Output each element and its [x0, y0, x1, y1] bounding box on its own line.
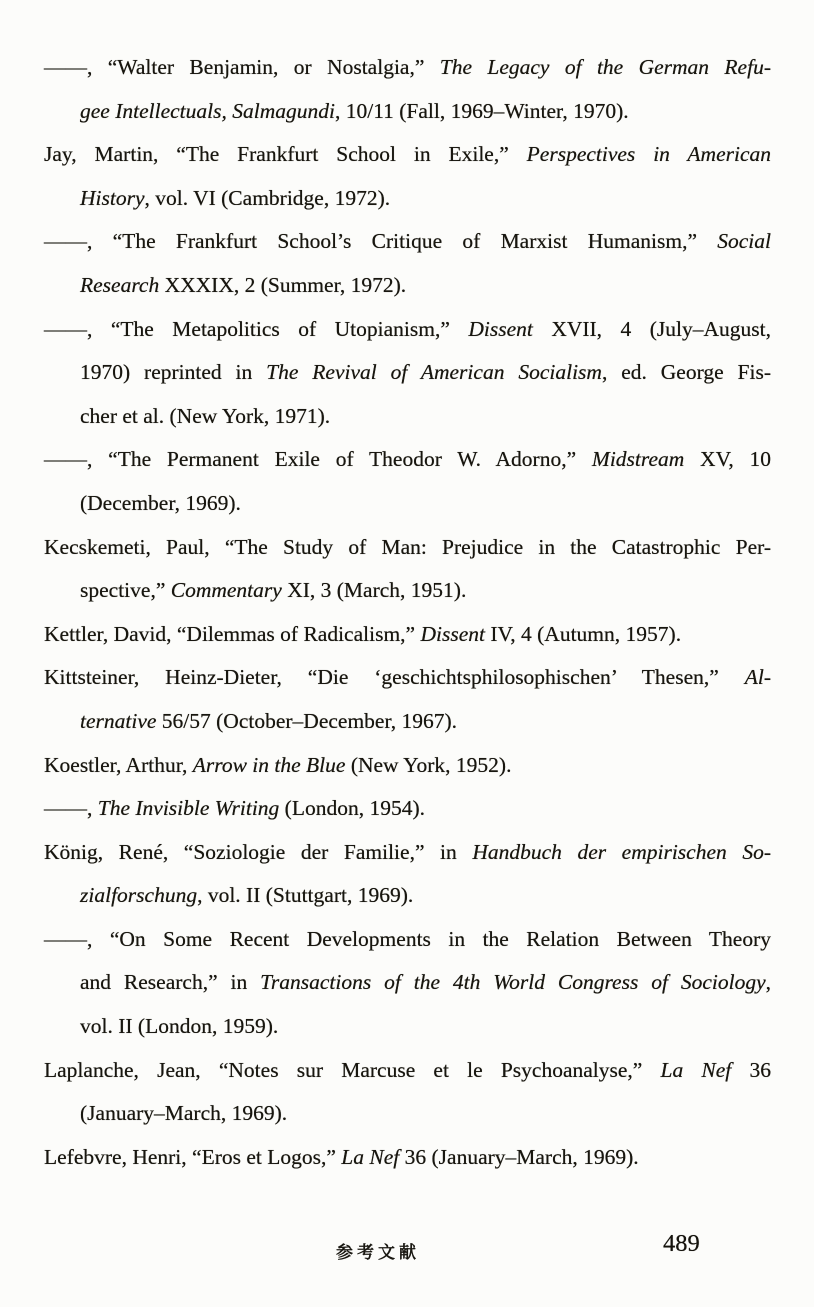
entry-text: XXXIX, 2 (Summer, 1972). — [159, 272, 407, 297]
work-title-italic: ternative — [80, 708, 157, 733]
work-title-italic: Handbuch der empirischen So- — [472, 839, 771, 864]
bibliography-entry — [44, 1049, 771, 1136]
entry-text: 1970) reprinted in — [80, 360, 267, 385]
bibliography-list — [44, 46, 771, 1179]
entry-line — [44, 133, 771, 177]
entry-line — [44, 1136, 771, 1180]
bibliography-entry — [44, 656, 771, 743]
bibliography-entry — [44, 787, 771, 831]
work-title-italic: Research — [80, 272, 160, 297]
entry-text: XVII, 4 (July–August, — [532, 316, 771, 341]
entry-line — [44, 918, 771, 962]
entry-text: , vol. II (Stuttgart, 1969). — [197, 883, 414, 908]
work-title-italic: Midstream — [591, 447, 685, 472]
entry-text: ——, “The Metapolitics of Utopianism,” — [44, 316, 469, 341]
entry-line — [80, 395, 771, 439]
entry-text: XI, 3 (March, 1951). — [281, 578, 467, 603]
work-title-italic: The Legacy of the German Refu- — [439, 55, 771, 79]
entry-line — [44, 46, 771, 90]
entry-text: and Research,” in — [80, 970, 261, 995]
work-title-italic: The Revival of American Socialism — [266, 360, 602, 385]
entry-text: Laplanche, Jean, “Notes sur Marcuse et le Psychoanalyse,” — [44, 1057, 661, 1082]
entry-text: , — [765, 970, 771, 995]
entry-text: (December, 1969). — [80, 490, 241, 515]
entry-text: , vol. VI (Cambridge, 1972). — [144, 185, 391, 210]
entry-line — [80, 351, 771, 395]
entry-text: 56/57 (October–December, 1967). — [156, 708, 458, 733]
bibliography-entry — [44, 613, 771, 657]
bibliography-entry — [44, 438, 771, 525]
entry-text: (New York, 1952). — [345, 752, 512, 777]
entry-text: ——, “Walter Benjamin, or Nostalgia,” — [44, 55, 440, 79]
entry-line — [44, 787, 771, 831]
entry-text: Lefebvre, Henri, “Eros et Logos,” — [44, 1144, 342, 1169]
work-title-italic: Social — [717, 229, 771, 254]
work-title-italic: History — [80, 185, 145, 210]
bibliography-entry — [44, 918, 771, 1049]
work-title-italic: Perspectives in American — [526, 142, 771, 167]
entry-line — [44, 1049, 771, 1093]
entry-line — [80, 177, 771, 221]
entry-text: ——, “The Frankfurt School’s Critique of Marxist Humanism,” — [44, 229, 718, 254]
entry-line — [80, 1092, 771, 1136]
entry-line — [80, 961, 771, 1005]
entry-text: cher et al. (New York, 1971). — [80, 403, 331, 428]
entry-line — [44, 613, 771, 657]
bibliography-entry — [44, 220, 771, 307]
entry-line — [44, 438, 771, 482]
entry-text: (London, 1954). — [279, 796, 425, 821]
bibliography-entry — [44, 308, 771, 439]
entry-line — [80, 1005, 771, 1049]
entry-text: ——, “On Some Recent Developments in the Relation Between Theory — [44, 926, 771, 951]
entry-line — [44, 308, 771, 352]
entry-text: Kittsteiner, Heinz-Dieter, “Die ‘geschichtsphilosophischen’ Thesen,” — [44, 665, 745, 690]
entry-text: ——, — [44, 796, 98, 821]
entry-line — [80, 90, 771, 134]
work-title-italic: Dissent — [420, 621, 485, 646]
entry-text: Koestler, Arthur, — [44, 752, 193, 777]
entry-text: (January–March, 1969). — [80, 1101, 288, 1126]
entry-text: 36 (January–March, 1969). — [399, 1144, 639, 1169]
work-title-italic: Al- — [744, 665, 771, 690]
entry-text: 36 — [731, 1057, 771, 1082]
entry-line — [44, 744, 771, 788]
bibliography-entry — [44, 744, 771, 788]
entry-line — [80, 874, 771, 918]
entry-line — [80, 482, 771, 526]
entry-text: König, René, “Soziologie der Familie,” in — [44, 839, 473, 864]
entry-text: , ed. George Fis- — [601, 360, 771, 385]
entry-line — [44, 656, 771, 700]
work-title-italic: Transactions of the 4th World Congress of Sociology — [260, 970, 766, 995]
entry-text: Kettler, David, “Dilemmas of Radicalism,” — [44, 621, 421, 646]
entry-line — [80, 700, 771, 744]
work-title-italic: Commentary — [170, 578, 282, 603]
bibliography-entry — [44, 46, 771, 133]
bibliography-entry — [44, 831, 771, 918]
work-title-italic: Dissent — [468, 316, 533, 341]
entry-text: , 10/11 (Fall, 1969–Winter, 1970). — [334, 98, 629, 123]
work-title-italic: La Nef — [660, 1057, 732, 1082]
entry-text: XV, 10 — [684, 447, 771, 472]
entry-text: ——, “The Permanent Exile of Theodor W. Adorno,” — [44, 447, 592, 472]
work-title-italic: La Nef — [341, 1144, 400, 1169]
entry-line — [44, 831, 771, 875]
entry-line — [44, 526, 771, 570]
entry-line — [44, 220, 771, 264]
entry-line — [80, 569, 771, 613]
entry-text: vol. II (London, 1959). — [80, 1014, 279, 1039]
entry-line — [80, 264, 771, 308]
entry-text: spective,” — [80, 578, 171, 603]
work-title-italic: Arrow in the Blue — [192, 752, 346, 777]
bibliography-entry — [44, 133, 771, 220]
work-title-italic: gee Intellectuals, Salmagundi — [80, 98, 335, 123]
entry-text: Kecskemeti, Paul, “The Study of Man: Prejudice in the Catastrophic Per- — [44, 534, 771, 559]
page-number: 489 — [663, 1230, 700, 1257]
entry-text: IV, 4 (Autumn, 1957). — [484, 621, 682, 646]
bibliography-entry — [44, 526, 771, 613]
bibliography-entry — [44, 1136, 771, 1180]
work-title-italic: zialforschung — [80, 883, 198, 908]
entry-text: Jay, Martin, “The Frankfurt School in Exile,” — [44, 142, 527, 167]
work-title-italic: The Invisible Writing — [97, 796, 280, 821]
footer-section-title: 参考文献 — [336, 1243, 420, 1263]
